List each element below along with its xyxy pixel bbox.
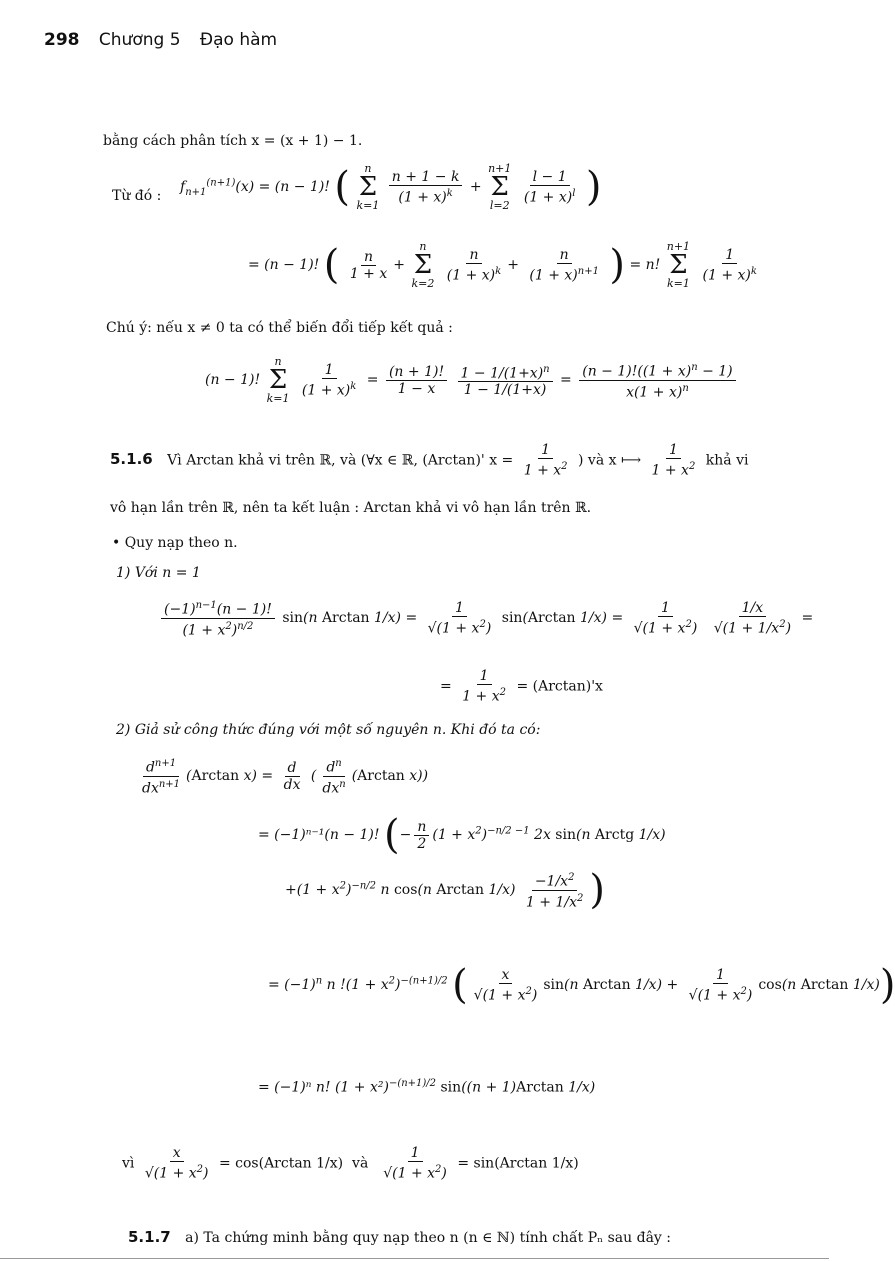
line-decomposition: bằng cách phân tích x = (x + 1) − 1.: [103, 133, 363, 149]
cos-identity: = cos(Arctan 1/x): [218, 1155, 344, 1172]
equation-inductive-line3: = $(-1)^n$ n $!(1 + x^2)^{-(n+1)/2}$ ( $\frac{x}{√(1 + x^2)}$ sin(n Arctan 1/x) + $\frac{1}{√(1 + x^2)}$ cos(n Arctan 1/x)): [268, 962, 895, 1008]
section-5-1-7-text: a) Ta chứng minh bằng quy nạp theo n (n ∈ ℕ) tính chất Pₙ sau đây :: [185, 1230, 672, 1246]
equation-base-case: $\frac{(-1)^{n-1}(n - 1)!}{(1 + x^2)^{n/2}}$ sin(n Arctan 1/x) = $\frac{1}{√(1 + x^2)}$ sin(Arctan 1/x) = $\frac{1}{√(1 + x^2)}$ $\frac{1/x}{√(1 + 1/x^2)}$ =: [158, 598, 813, 638]
section-number-5-1-7: 5.1.7: [128, 1228, 171, 1246]
chapter-title: Đạo hàm: [199, 30, 278, 50]
page-number: 298: [44, 30, 80, 50]
bullet-induction: • Quy nạp theo n.: [112, 535, 238, 551]
eq-nfactorial: = n!: [629, 257, 661, 273]
line1-rhs: = (−1)ⁿ⁻¹(n − 1)!: [258, 827, 380, 843]
vi-label: vì: [122, 1155, 135, 1172]
section-5-1-6: 5.1.6 Vì Arctan khả vi trên ℝ, và (∀x ∈ ℝ, (Arctan)' x = $\frac{1}{1 + x^2}$ ) và x ⟼ $\frac{1}{1 + x^2}$ khả vi: [110, 442, 749, 479]
section-5-1-7: [128, 1228, 671, 1246]
equation-base-result: = $\frac{1}{1 + x^2}$ = (Arctan)'x: [440, 668, 603, 705]
equation-inductive-final: = (−1)ⁿ n! $(1 + x^2)^{-(n+1)/2}$ sin((n + 1)Arctan 1/x): [258, 1078, 596, 1096]
page-bottom-rule: [0, 1258, 829, 1259]
final-lhs: = (−1)ⁿ n! (1 + x²): [258, 1079, 389, 1096]
section-5-1-6-end: khả vi: [705, 452, 749, 469]
equation-identities: vì $\frac{x}{√(1 + x^2)}$ = cos(Arctan 1/x) và $\frac{1}{√(1 + x^2)}$ = sin(Arctan 1/x): [122, 1145, 579, 1182]
chapter-label: Chương 5: [98, 30, 181, 50]
step-2: 2) Giả sử công thức đúng với một số nguyên n. Khi đó ta có:: [116, 722, 541, 738]
section-5-1-6-tail: ) và x ⟼: [578, 452, 642, 469]
va-label: và: [352, 1155, 369, 1172]
equation-inductive-lhs: $\frac{d^{n+1}}{dx^{n+1}}$ (Arctan x) = $\frac{d}{dx}$ ( $\frac{d^n}{dx^n}$ (Arctan x)): [142, 758, 429, 797]
arctan-derivative: = (Arctan)'x: [516, 678, 603, 695]
sin-identity: = sin(Arctan 1/x): [457, 1155, 579, 1172]
equation-inductive-line2: $+(1 + x^2)^{-n/2}$ n cos(n Arctan 1/x) $\frac{-1/x^2}{1 + 1/x^2}$ ): [285, 867, 605, 914]
line-vo-han: vô hạn lần trên ℝ, nên ta kết luận : Arctan khả vi vô hạn lần trên ℝ.: [110, 500, 592, 516]
note-line: Chú ý: nếu x ≠ 0 ta có thể biến đổi tiếp kết quả :: [106, 320, 453, 336]
section-number-5-1-6: 5.1.6: [110, 450, 153, 469]
equation-derivative-sum: $f_{n+1}^{(n+1)}(x) = (n - 1)$! ( n Σ k=1 $\frac{n + 1 - k}{(1 + x)^k}$ + n+1 Σ l=2 $\frac{l - 1}{(1 + x)^l}$ ): [180, 162, 602, 212]
equation-derivative-simplified: = (n − 1)! ( $\frac{n}{1 + x}$ + n Σ k=2 $\frac{n}{(1 + x)^k}$ + $\frac{n}{(1 + x)^{n+1}}$ ) = n! n+1 Σ k=1 $\frac{1}{(1 + x)^k}$: [248, 240, 757, 290]
section-5-1-6-text: Vì Arctan khả vi trên ℝ, và (∀x ∈ ℝ, (Arctan)' x =: [167, 452, 514, 469]
equation-closed-form: (n − 1)! n Σ k=1 $\frac{1}{(1 + x)^k}$ = $\frac{(n + 1)!}{1 - x}$ $\frac{1 - 1/(1+x)^n}{1 - 1/(1+x)}$ = $\frac{(n - 1)!((1 + x)^n - 1)}{x(1 + x)^n}$: [205, 355, 739, 405]
tu-do-label: Từ đó :: [112, 188, 162, 204]
page-header: [44, 30, 277, 50]
eq-factorial: = (n − 1)!: [248, 257, 320, 273]
step-1: 1) Với n = 1: [116, 565, 201, 581]
equation-inductive-line1: = (−1)ⁿ⁻¹(n − 1)! (− $\frac{n}{2}$ $(1 + x^2)^{-n/2 -1}$ 2x sin(n Arctg 1/x): [258, 812, 666, 858]
